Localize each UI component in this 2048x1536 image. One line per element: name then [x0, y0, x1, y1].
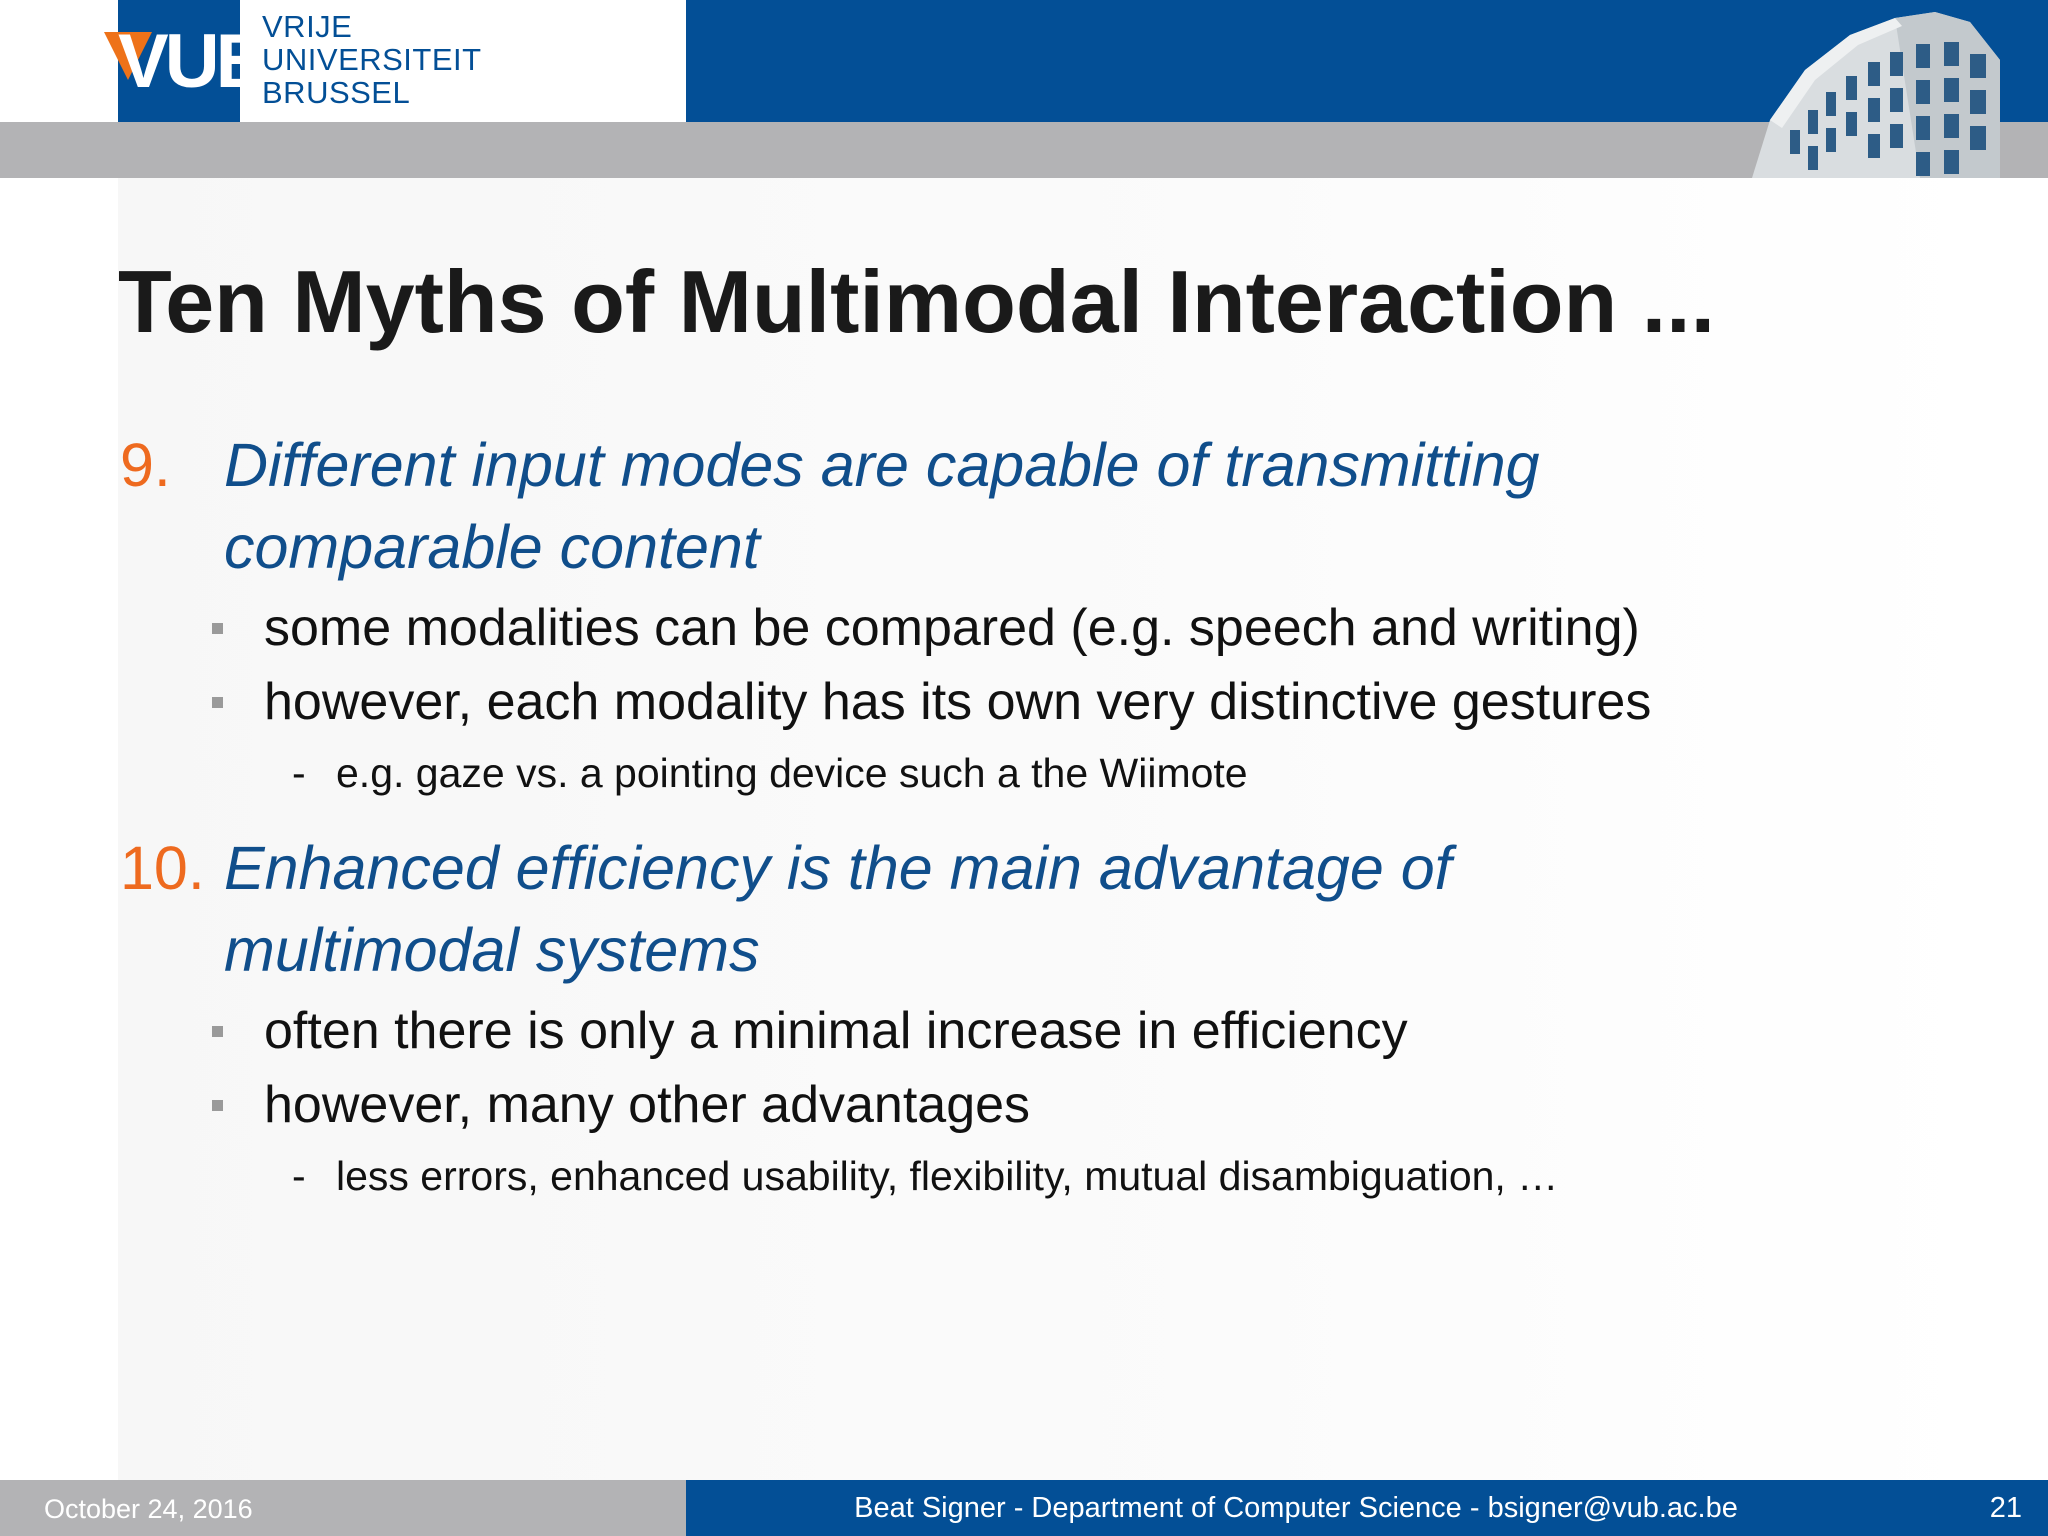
- sub-bullet-9-1: e.g. gaze vs. a pointing device such a the Wiimote: [336, 750, 1248, 796]
- main-point-9-line-1: Different input modes are capable of transmitting: [224, 431, 1540, 499]
- slide-title: Ten Myths of Multimodal Interaction ...: [118, 252, 1716, 351]
- bullet-square-icon: [212, 1026, 223, 1037]
- page-number: 21: [1989, 1492, 2022, 1524]
- university-name-line-2: UNIVERSITEIT: [262, 42, 482, 77]
- dash-marker: -: [292, 750, 306, 796]
- bullet-square-icon: [212, 1100, 223, 1111]
- main-point-10-line-1: Enhanced efficiency is the main advantage of: [224, 834, 1452, 902]
- item-number-10: 10.: [120, 834, 205, 902]
- main-point-9-line-2: comparable content: [224, 513, 760, 581]
- bullet-10-1: often there is only a minimal increase in efficiency: [264, 1002, 1408, 1060]
- item-number-9: 9.: [120, 431, 171, 499]
- bullet-9-1: some modalities can be compared (e.g. speech and writing): [264, 599, 1640, 657]
- main-point-10-line-2: multimodal systems: [224, 916, 760, 984]
- university-name-line-1: VRIJE: [262, 9, 353, 44]
- bullet-9-2: however, each modality has its own very distinctive gestures: [264, 673, 1652, 731]
- dash-marker: -: [292, 1153, 306, 1199]
- bullet-10-2: however, many other advantages: [264, 1076, 1031, 1134]
- bullet-square-icon: [212, 697, 223, 708]
- vub-logo-text: VUB: [118, 19, 267, 104]
- footer-author: Beat Signer - Department of Computer Science - bsigner@vub.ac.be: [854, 1492, 1738, 1524]
- footer-date: October 24, 2016: [44, 1494, 253, 1524]
- sub-bullet-10-1: less errors, enhanced usability, flexibility, mutual disambiguation, …: [336, 1153, 1559, 1199]
- university-name-line-3: BRUSSEL: [262, 75, 411, 110]
- university-name: [262, 10, 482, 109]
- main-point-9: [224, 424, 1784, 588]
- building-image: [1730, 0, 2000, 178]
- bullet-square-icon: [212, 623, 223, 634]
- main-point-10: [224, 827, 1784, 991]
